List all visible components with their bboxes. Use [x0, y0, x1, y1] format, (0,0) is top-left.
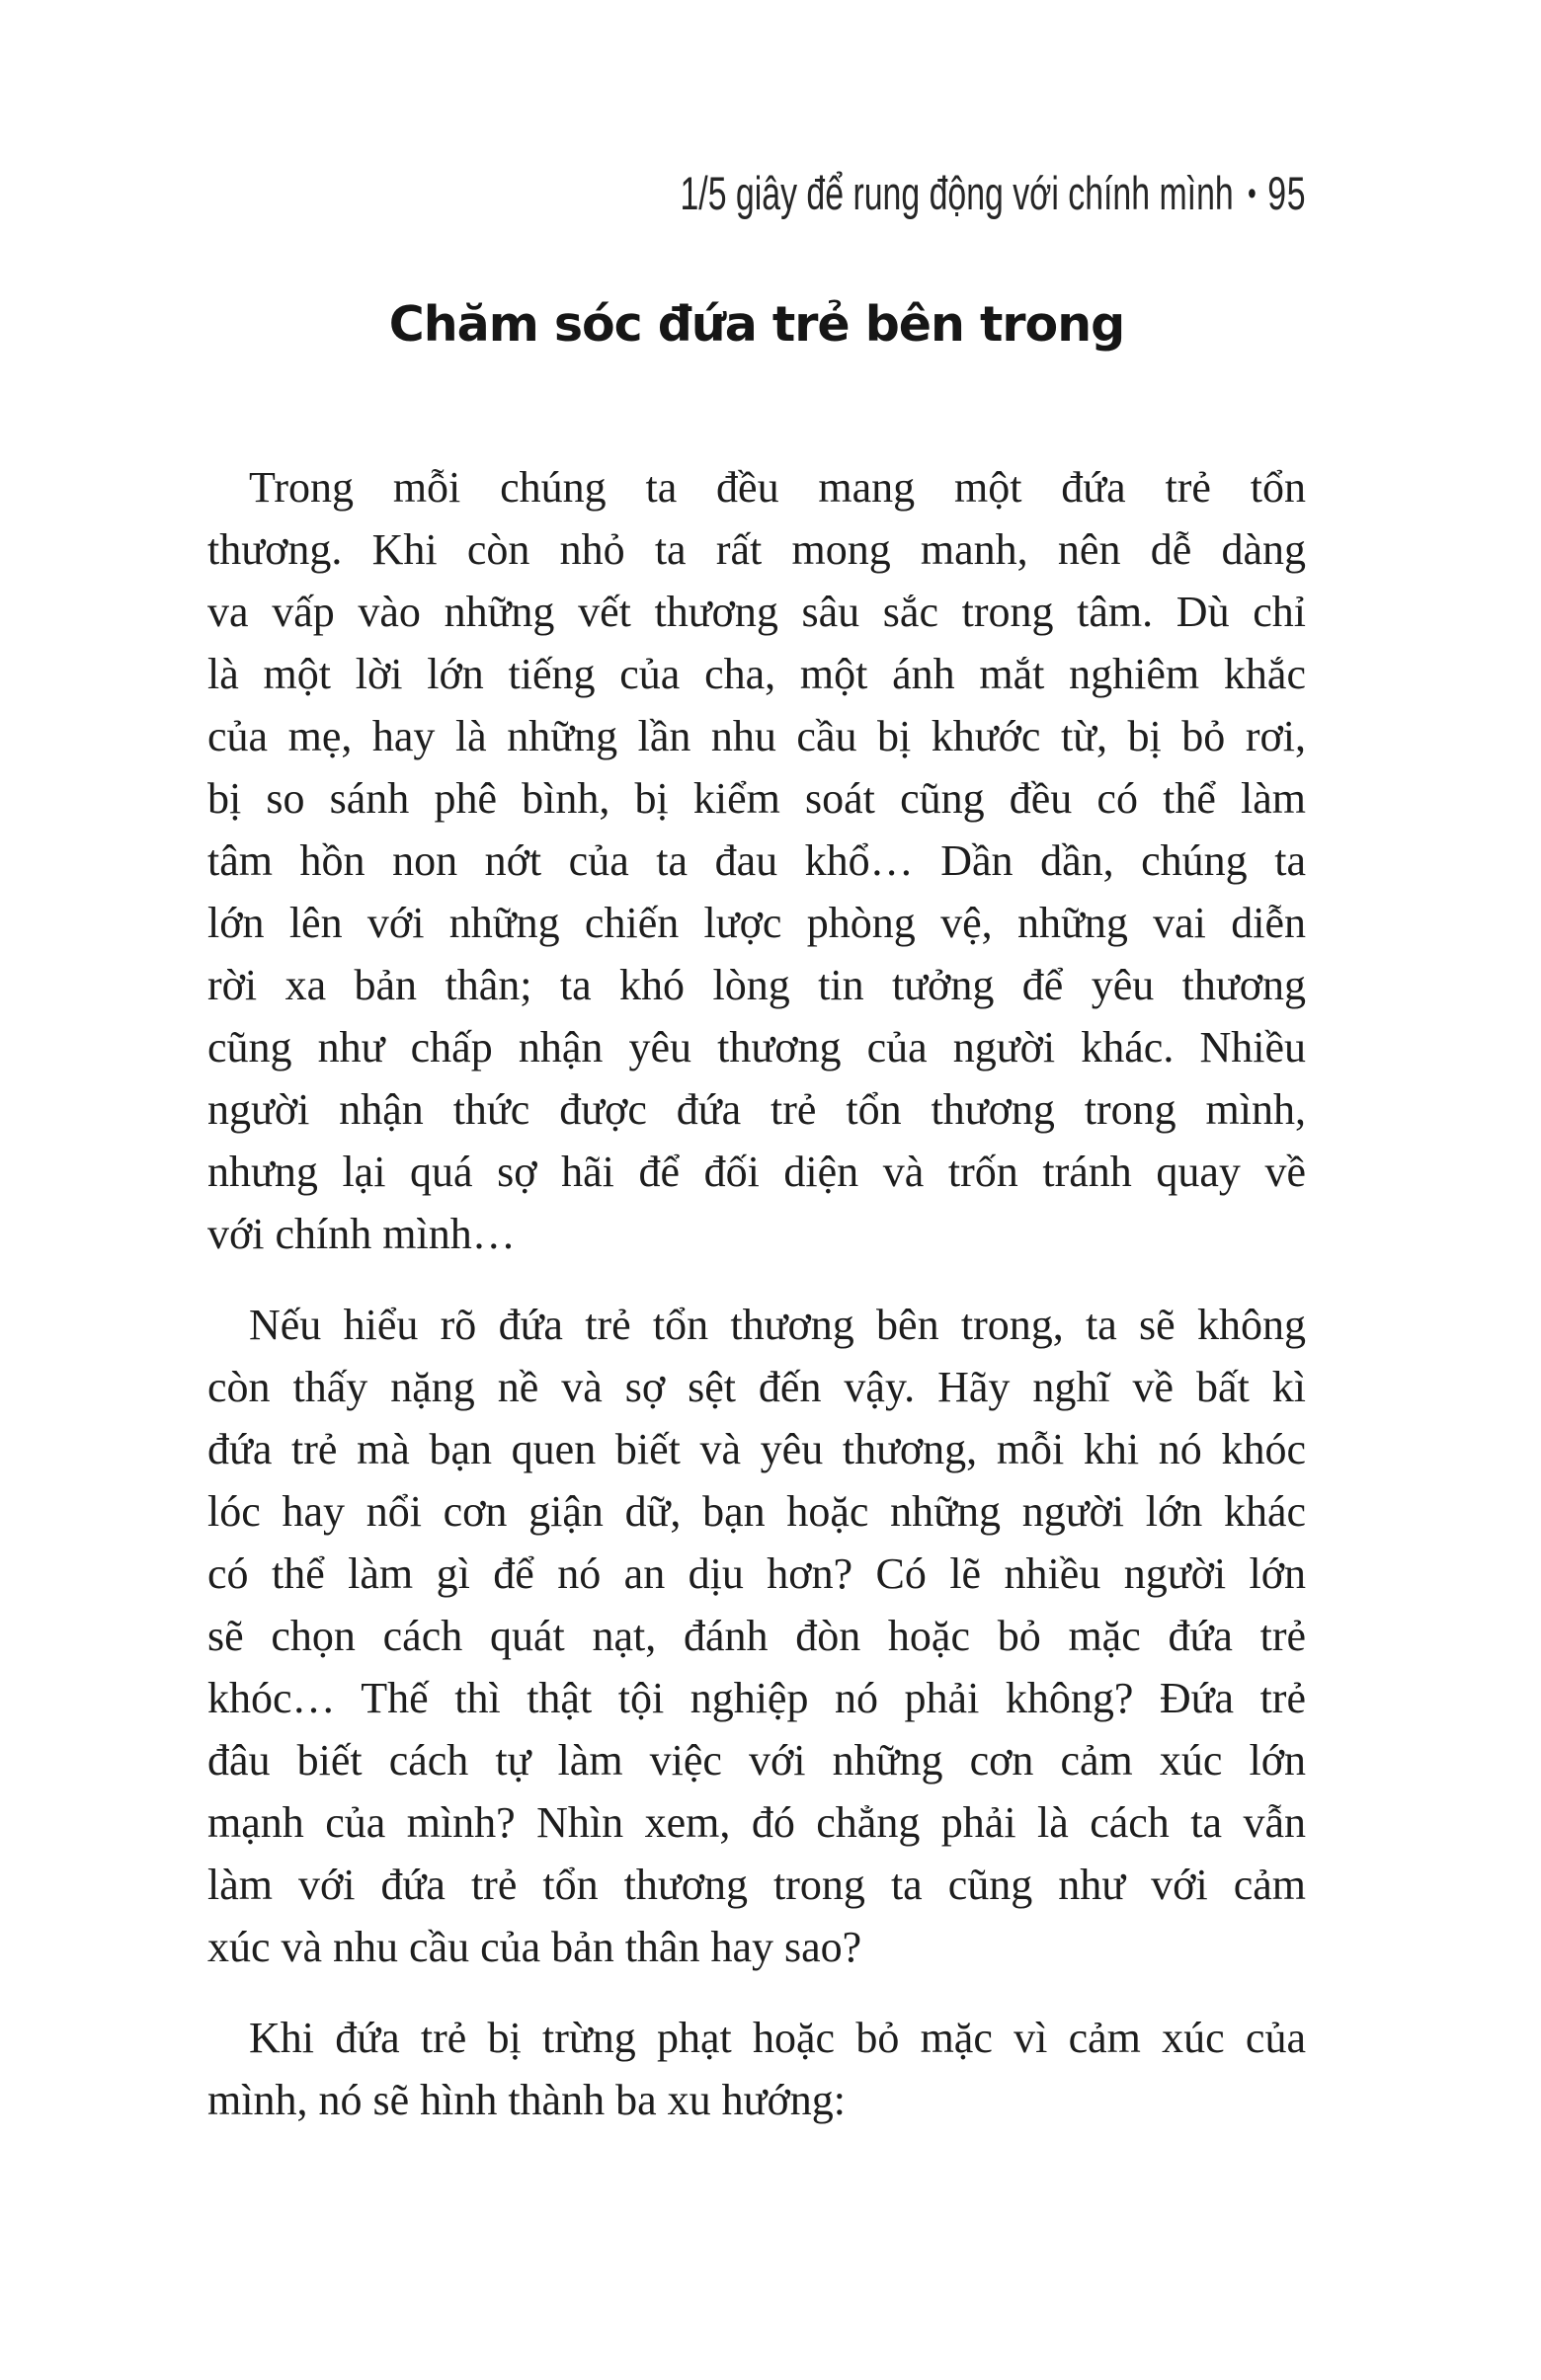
body-line: lớn lên với những chiến lược phòng vệ, những vai diễn	[207, 899, 1306, 947]
body-line: sẽ chọn cách quát nạt, đánh đòn hoặc bỏ mặc đứa trẻ	[207, 1612, 1306, 1660]
body-line: Trong mỗi chúng ta đều mang một đứa trẻ tổn	[249, 463, 1306, 512]
body-line: thương. Khi còn nhỏ ta rất mong manh, nên dễ dàng	[207, 525, 1306, 574]
running-header	[437, 166, 1306, 220]
body-line: Nếu hiểu rõ đứa trẻ tổn thương bên trong, ta sẽ không	[249, 1301, 1306, 1349]
body-line: mạnh của mình? Nhìn xem, đó chẳng phải là cách ta vẫn	[207, 1798, 1306, 1847]
body-paragraph	[207, 1294, 1306, 1978]
separator-dot: •	[1247, 175, 1257, 212]
body-line: đâu biết cách tự làm việc với những cơn cảm xúc lớn	[207, 1736, 1306, 1785]
body-text	[207, 456, 1306, 2131]
body-line: đứa trẻ mà bạn quen biết và yêu thương, mỗi khi nó khóc	[207, 1425, 1306, 1473]
body-line: Khi đứa trẻ bị trừng phạt hoặc bỏ mặc vì cảm xúc của	[249, 2014, 1306, 2062]
body-line: rời xa bản thân; ta khó lòng tin tưởng để yêu thương	[207, 961, 1306, 1009]
body-line: nhưng lại quá sợ hãi để đối diện và trốn tránh quay về	[207, 1148, 1306, 1196]
body-line: tâm hồn non nớt của ta đau khổ… Dần dần, chúng ta	[207, 836, 1306, 885]
body-line: khóc… Thế thì thật tội nghiệp nó phải không? Đứa trẻ	[207, 1674, 1306, 1722]
body-line: mình, nó sẽ hình thành ba xu hướng:	[207, 2076, 846, 2124]
body-paragraph	[207, 2007, 1306, 2131]
page-number: 95	[1266, 167, 1306, 219]
body-paragraph	[207, 456, 1306, 1265]
body-line: bị so sánh phê bình, bị kiểm soát cũng đều có thể làm	[207, 774, 1306, 823]
body-line: làm với đứa trẻ tổn thương trong ta cũng như với cảm	[207, 1861, 1306, 1909]
body-line: còn thấy nặng nề và sợ sệt đến vậy. Hãy nghĩ về bất kì	[207, 1363, 1306, 1411]
body-line: người nhận thức được đứa trẻ tổn thương trong mình,	[207, 1085, 1306, 1134]
running-title: 1/5 giây để rung động với chính mình	[680, 167, 1234, 219]
body-line: xúc và nhu cầu của bản thân hay sao?	[207, 1923, 862, 1971]
chapter-title: Chăm sóc đứa trẻ bên trong	[388, 296, 1125, 353]
body-line: lóc hay nổi cơn giận dữ, bạn hoặc những người lớn khác	[207, 1487, 1306, 1536]
running-header-text	[680, 166, 1306, 220]
body-line: cũng như chấp nhận yêu thương của người khác. Nhiều	[207, 1023, 1306, 1071]
body-line: với chính mình…	[207, 1210, 516, 1258]
body-line: có thể làm gì để nó an dịu hơn? Có lẽ nhiều người lớn	[207, 1549, 1306, 1598]
body-line: của mẹ, hay là những lần nhu cầu bị khước từ, bị bỏ rơi,	[207, 712, 1306, 760]
body-line: va vấp vào những vết thương sâu sắc trong tâm. Dù chỉ	[207, 588, 1306, 636]
body-line: là một lời lớn tiếng của cha, một ánh mắt nghiêm khắc	[207, 650, 1306, 698]
